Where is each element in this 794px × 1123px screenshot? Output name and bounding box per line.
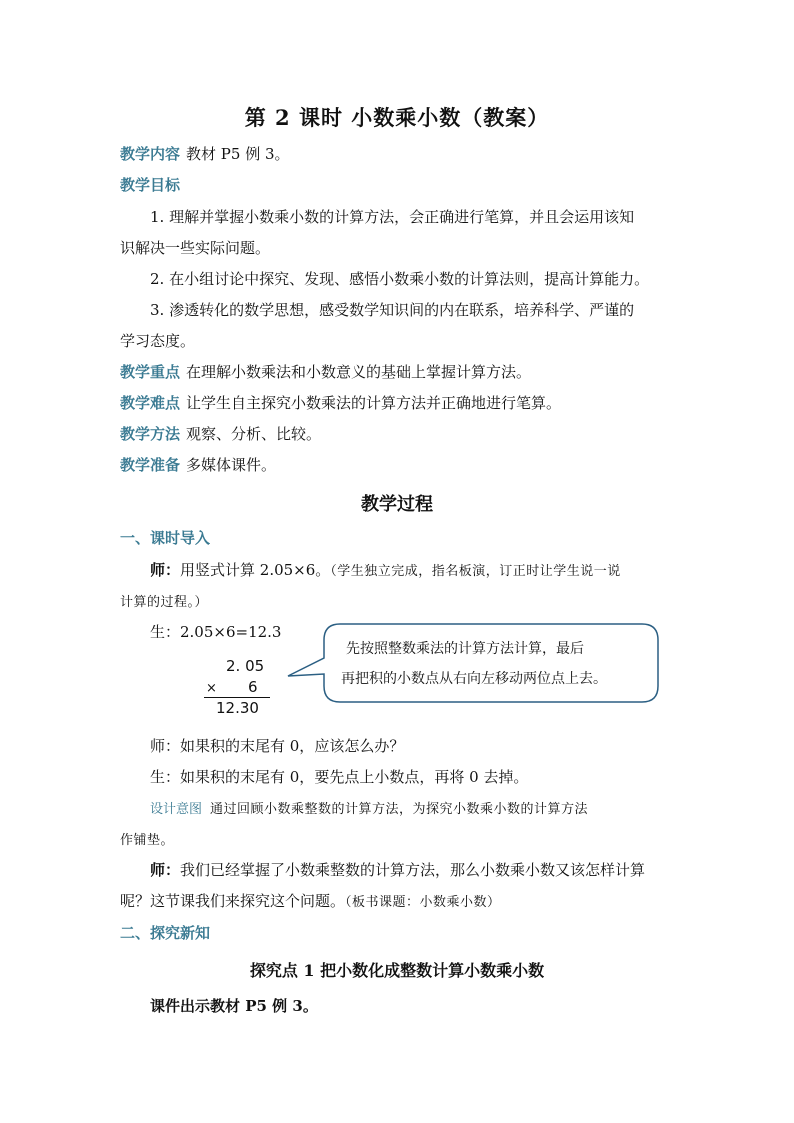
objective-3-line2: 学习态度。 <box>120 332 196 350</box>
method-row <box>120 423 321 445</box>
objectives-label: 教学目标 <box>120 176 181 194</box>
teacher1-note2: 计算的过程。） <box>120 595 209 610</box>
calc-operator: × <box>206 681 217 696</box>
design-intent-line2 <box>120 828 174 852</box>
page-title: 第 2 课时 小数乘小数（教案） <box>244 105 550 130</box>
student2-line: 生：如果积的末尾有 0，要先点上小数点，再将 0 去掉。 <box>150 768 529 786</box>
teaching-content-text: 教材 P5 例 3。 <box>186 145 290 163</box>
design-intent-label: 设计意图 <box>150 802 203 817</box>
teacher1-line1 <box>150 559 621 583</box>
design-intent-text2: 作铺垫。 <box>120 833 175 848</box>
teacher1-text: 用竖式计算 2.05×6。 <box>180 561 331 579</box>
method-label: 教学方法 <box>120 425 181 443</box>
prep-label: 教学准备 <box>120 456 181 474</box>
teacher3-text2: 呢？这节课我们来探究这个问题。 <box>120 892 346 910</box>
prep-row <box>120 454 276 476</box>
objective-2-line1: 2. 在小组讨论中探究、发现、感悟小数乘小数的计算法则，提高计算能力。 <box>150 270 650 288</box>
bubble-line2: 再把积的小数点从右向左移动两位点上去。 <box>341 671 607 687</box>
design-intent-line1 <box>150 797 588 821</box>
teacher3-line2 <box>120 890 501 914</box>
teacher1-note1: （学生独立完成，指名板演，订正时让学生说一说 <box>330 564 621 579</box>
calc-multiplier: 6 <box>248 678 258 696</box>
teacher3-note: （板书课题：小数乘小数） <box>345 895 501 910</box>
section1-heading: 一、课时导入 <box>120 529 211 547</box>
teacher3-line1 <box>150 859 645 881</box>
speech-bubble <box>282 622 662 706</box>
teacher3-text1: 我们已经掌握了小数乘整数的计算方法，那么小数乘小数又该怎样计算 <box>180 861 646 879</box>
objective-3-line1: 3. 渗透转化的数学思想，感受数学知识间的内在联系，培养科学、严谨的 <box>150 301 635 319</box>
student1-line: 生：2.05×6=12.3 <box>150 623 282 641</box>
bubble-line1: 先按照整数乘法的计算方法计算，最后 <box>346 641 584 657</box>
key-point-label: 教学重点 <box>120 363 181 381</box>
teacher3-label: 师： <box>150 861 181 879</box>
section2-heading: 二、探究新知 <box>120 924 211 942</box>
teacher1-line2 <box>120 590 208 614</box>
teaching-content-row <box>120 143 290 165</box>
courseware-line: 课件出示教材 P5 例 3。 <box>150 997 318 1015</box>
key-point-row <box>120 361 531 383</box>
explore-point-1: 探究点 1 把小数化成整数计算小数乘小数 <box>249 961 545 980</box>
calc-result: 12.30 <box>216 699 259 717</box>
objectives-label-row <box>120 174 186 196</box>
objective-1-line2: 识解决一些实际问题。 <box>120 239 271 257</box>
section2-heading-row <box>120 922 210 944</box>
process-heading: 教学过程 <box>361 494 433 515</box>
section1-heading-row <box>120 527 210 549</box>
difficulty-text: 让学生自主探究小数乘法的计算方法并正确地进行笔算。 <box>186 394 562 412</box>
design-intent-text1: 通过回顾小数乘整数的计算方法，为探究小数乘小数的计算方法 <box>210 802 589 817</box>
objective-1-line1: 1. 理解并掌握小数乘小数的计算方法，会正确进行笔算，并且会运用该知 <box>150 208 635 226</box>
teacher1-label: 师： <box>150 561 181 579</box>
calc-divider-line <box>204 697 270 698</box>
difficulty-row <box>120 392 561 414</box>
difficulty-label: 教学难点 <box>120 394 181 412</box>
calc-top-number: 2. 05 <box>226 657 265 675</box>
teacher2-line: 师：如果积的末尾有 0，应该怎么办？ <box>150 737 405 755</box>
prep-text: 多媒体课件。 <box>186 456 277 474</box>
method-text: 观察、分析、比较。 <box>186 425 322 443</box>
teaching-content-label: 教学内容 <box>120 145 181 163</box>
key-point-text: 在理解小数乘法和小数意义的基础上掌握计算方法。 <box>186 363 532 381</box>
